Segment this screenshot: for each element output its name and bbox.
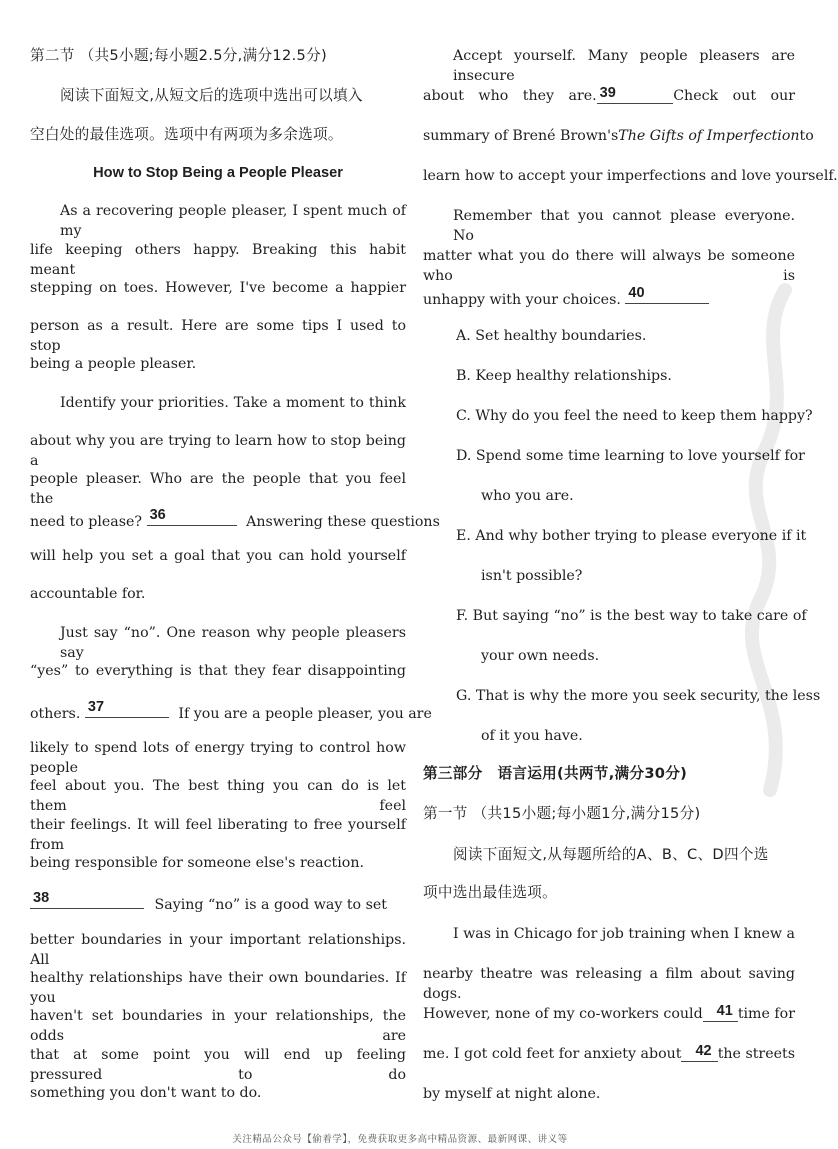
paragraph-line: Just say “no”. One reason why people pleasers say	[60, 625, 406, 661]
answer-blank-40[interactable]: 40	[625, 286, 709, 304]
option-g[interactable]: G. That is why the more you seek security, the less	[456, 688, 821, 704]
option-c[interactable]: C. Why do you feel the need to keep them happy?	[456, 408, 813, 424]
paragraph-line: learn how to accept your imperfections and love yourself.	[423, 168, 838, 184]
answer-blank-38[interactable]: 38	[30, 891, 144, 909]
instruction-line-2: 空白处的最佳选项。选项中有两项为多余选项。	[30, 126, 343, 143]
paragraph-line: matter what you do there will always be someone who is	[423, 248, 795, 284]
paragraph-line: their feelings. It will feel liberating to free yourself from	[30, 817, 406, 853]
option-g-cont: of it you have.	[481, 728, 583, 744]
paragraph-line: I was in Chicago for job training when I knew a	[453, 926, 795, 942]
passage-title: How to Stop Being a People Pleaser	[93, 165, 343, 181]
paragraph-line: will help you set a goal that you can hold yourself	[30, 548, 406, 564]
section1-header: 第一节 （共15小题;每小题1分,满分15分)	[423, 805, 701, 822]
paragraph-line-with-blank: about who they are. 39 Check out our	[423, 85, 795, 104]
option-d-cont: who you are.	[481, 488, 574, 504]
paragraph-line: something you don't want to do.	[30, 1085, 262, 1101]
paragraph-line: life keeping others happy. Breaking this habit meant	[30, 242, 406, 278]
option-f-cont: your own needs.	[481, 648, 600, 664]
paragraph-line: summary of Brené Brown's The Gifts of Imperfection to	[423, 128, 814, 144]
instruction-line-2: 项中选出最佳选项。	[423, 884, 558, 901]
paragraph-line: by myself at night alone.	[423, 1086, 601, 1102]
option-a[interactable]: A. Set healthy boundaries.	[456, 328, 647, 344]
paragraph-line-with-blank: 38 Saying “no” is a good way to set	[30, 891, 406, 915]
paragraph-line: As a recovering people pleaser, I spent much of my	[60, 203, 406, 239]
paragraph-line: healthy relationships have their own boundaries. If you	[30, 970, 406, 1006]
paragraph-line-with-blank: need to please? 36 Answering these questions	[30, 507, 440, 530]
option-e-cont: isn't possible?	[481, 568, 583, 584]
option-d[interactable]: D. Spend some time learning to love yourself for	[456, 448, 805, 464]
paragraph-line: feel about you. The best thing you can do is let them feel	[30, 778, 406, 814]
paragraph-line: person as a result. Here are some tips I used to stop	[30, 318, 406, 354]
option-f[interactable]: F. But saying “no” is the best way to take care of	[456, 608, 807, 624]
answer-blank-41[interactable]: 41	[703, 1004, 738, 1022]
paragraph-line-with-blank: others. 37 If you are a people pleaser, you are	[30, 699, 432, 722]
paragraph-line: Identify your priorities. Take a moment to think	[60, 395, 406, 411]
answer-blank-36[interactable]: 36	[147, 508, 237, 526]
paragraph-line: likely to spend lots of energy trying to control how people	[30, 740, 406, 776]
paragraph-line-with-blank: However, none of my co-workers could 41 time for	[423, 1003, 795, 1022]
option-e[interactable]: E. And why bother trying to please everyone if it	[456, 528, 807, 544]
paragraph-line: better boundaries in your important relationships. All	[30, 932, 406, 968]
answer-blank-42[interactable]: 42	[681, 1044, 717, 1062]
instruction-line-1: 阅读下面短文,从每题所给的A、B、C、D四个选	[453, 846, 769, 863]
watermark-brush-icon	[745, 280, 800, 800]
paragraph-line: nearby theatre was releasing a film about saving dogs.	[423, 966, 795, 1002]
option-b[interactable]: B. Keep healthy relationships.	[456, 368, 672, 384]
answer-blank-39[interactable]: 39	[597, 86, 674, 104]
paragraph-line: Accept yourself. Many people pleasers are insecure	[453, 48, 795, 84]
paragraph-line: people pleaser. Who are the people that you feel the	[30, 471, 406, 507]
paragraph-line: Remember that you cannot please everyone. No	[453, 208, 795, 244]
paragraph-line: that at some point you will end up feeling pressured to do	[30, 1047, 406, 1083]
part3-header: 第三部分 语言运用(共两节,满分30分)	[423, 765, 688, 782]
paragraph-line: being responsible for someone else's reaction.	[30, 855, 364, 871]
paragraph-line-with-blank: unhappy with your choices. 40	[423, 286, 795, 310]
book-title: The Gifts of Imperfection	[618, 128, 800, 144]
paragraph-line: haven't set boundaries in your relationships, the odds are	[30, 1008, 406, 1044]
instruction-line-1: 阅读下面短文,从短文后的选项中选出可以填入	[60, 87, 363, 104]
answer-blank-37[interactable]: 37	[85, 700, 169, 718]
paragraph-line: about why you are trying to learn how to stop being a	[30, 433, 406, 469]
section-header: 第二节 （共5小题;每小题2.5分,满分12.5分)	[30, 47, 327, 64]
paragraph-line: being a people pleaser.	[30, 356, 197, 372]
paragraph-line-with-blank: me. I got cold feet for anxiety about 42 the streets	[423, 1043, 795, 1062]
paragraph-line: “yes” to everything is that they fear disappointing	[30, 663, 406, 679]
paragraph-line: accountable for.	[30, 586, 146, 602]
footer-note: 关注精品公众号【偷着学】，免费获取更多高中精品资源、最新网课、讲义等	[232, 1134, 568, 1145]
paragraph-line: stepping on toes. However, I've become a happier	[30, 280, 406, 296]
